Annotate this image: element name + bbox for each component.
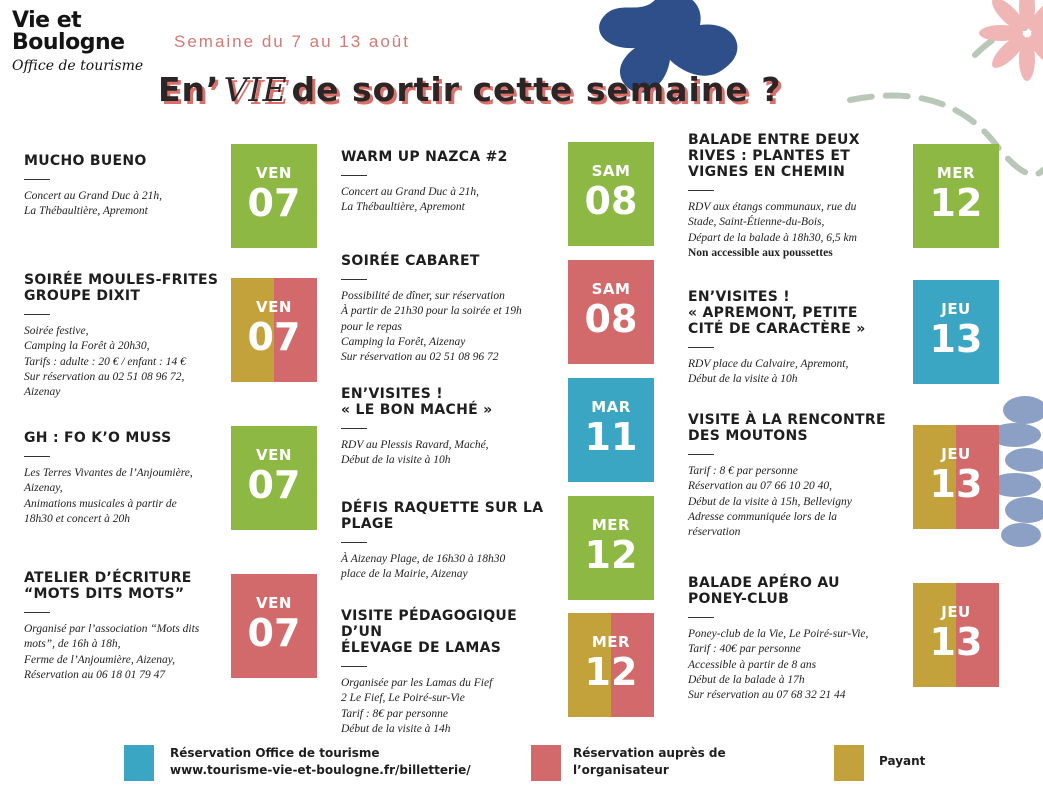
- event-item: [24, 430, 229, 527]
- date-number: 12: [929, 181, 983, 225]
- date-badge: [913, 583, 999, 687]
- title-prefix: En’: [158, 70, 220, 109]
- date-day: MER: [591, 516, 631, 534]
- title-divider: [24, 314, 50, 315]
- date-badge: [231, 426, 317, 530]
- date-number: 08: [584, 179, 638, 223]
- title-divider: [688, 190, 714, 191]
- event-item: [688, 412, 893, 540]
- event-description-line: Sur réservation au 02 51 08 96 72: [341, 351, 499, 364]
- event-title-line: « LE BON MACHÉ »: [341, 402, 493, 418]
- event-title-line: BALADE ENTRE DEUX: [688, 132, 860, 148]
- date-number: 12: [584, 650, 638, 694]
- event-description: [24, 189, 229, 220]
- date-number: 07: [247, 315, 301, 359]
- event-description-line: Départ de la balade à 18h30, 6,5 km: [688, 231, 857, 244]
- event-description-line: Animations musicales à partir de: [24, 497, 177, 510]
- event-description: [24, 466, 229, 527]
- event-title-line: ÉLEVAGE DE LAMAS: [341, 640, 502, 656]
- event-description-line: Tarif : 8 € par personne: [688, 465, 798, 477]
- event-title: [341, 608, 546, 656]
- event-title: [341, 386, 546, 418]
- event-description-line: Stade, Saint-Étienne-du-Bois,: [688, 216, 825, 229]
- date-day: JEU: [941, 300, 971, 318]
- date-day: VEN: [256, 164, 292, 182]
- event-description-line: Début de la visite à 10h: [341, 454, 451, 467]
- event-title: [24, 153, 229, 169]
- event-title-line: EN’VISITES !: [688, 289, 790, 305]
- event-title-line: CITÉ DE CARACTÈRE »: [688, 321, 866, 337]
- date-badge: [568, 613, 654, 717]
- event-description-line: Adresse communiquée lors de la: [688, 510, 838, 523]
- event-title: [24, 272, 229, 304]
- date-number: 13: [929, 317, 983, 361]
- event-item: [688, 132, 893, 261]
- event-title-line: RIVES : PLANTES ET: [688, 148, 851, 164]
- event-title: [688, 289, 893, 337]
- event-description-line: Concert au Grand Duc à 21h,: [341, 186, 479, 198]
- event-item: [24, 153, 229, 220]
- event-description-line: La Thébaultière, Apremont: [24, 205, 148, 218]
- event-title-line: PONEY-CLUB: [688, 591, 790, 607]
- event-description: [341, 676, 546, 737]
- event-title-line: BALADE APÉRO AU: [688, 575, 840, 591]
- event-description: [688, 464, 893, 540]
- date-number: 08: [584, 297, 638, 341]
- event-note: Non accessible aux poussettes: [688, 246, 833, 259]
- event-title: [24, 430, 229, 446]
- event-title-line: ATELIER D’ÉCRITURE: [24, 570, 192, 586]
- date-badge: [568, 496, 654, 600]
- event-item: [341, 386, 546, 469]
- date-number: 07: [247, 463, 301, 507]
- event-item: [688, 575, 893, 703]
- pink-flower-shape: [965, 0, 1043, 95]
- event-description-line: Organisée par les Lamas du Fief: [341, 677, 493, 689]
- title-divider: [341, 175, 367, 176]
- event-description-line: À Aizenay Plage, de 16h30 à 18h30: [341, 553, 506, 565]
- date-day: VEN: [256, 594, 292, 612]
- event-description-line: 18h30 et concert à 20h: [24, 512, 131, 525]
- event-title: [341, 253, 546, 269]
- event-title-line: “MOTS DITS MOTS”: [24, 586, 185, 602]
- event-item: [341, 608, 546, 737]
- event-title-line: VIGNES EN CHEMIN: [688, 164, 846, 180]
- event-description: [341, 185, 546, 216]
- event-description-line: Début de la visite à 14h: [341, 722, 451, 735]
- title-divider: [341, 428, 367, 429]
- event-title: [341, 500, 546, 532]
- date-badge: [913, 425, 999, 529]
- date-number: 11: [584, 415, 638, 459]
- event-title: [688, 412, 893, 444]
- event-description-line: Sur réservation au 02 51 08 96 72,: [24, 370, 185, 383]
- legend-label-line: l’organisateur: [573, 763, 669, 777]
- date-number: 07: [247, 611, 301, 655]
- event-description-line: mots”, de 16h à 18h,: [24, 638, 121, 651]
- title-divider: [341, 542, 367, 543]
- event-title-line: « APREMONT, PETITE: [688, 305, 858, 321]
- event-description-line: RDV au Plessis Ravard, Maché,: [341, 439, 489, 451]
- event-description-line: Soirée festive,: [24, 325, 89, 337]
- event-description-line: Organisé par l’association “Mots dits: [24, 623, 200, 635]
- page-title: [158, 70, 781, 109]
- event-description: [688, 627, 893, 703]
- event-item: [341, 500, 546, 583]
- week-range: Semaine du 7 au 13 août: [174, 32, 410, 51]
- event-description-line: Poney-club de la Vie, Le Poiré-sur-Vie,: [688, 628, 869, 640]
- event-title-line: WARM UP NAZCA #2: [341, 149, 508, 165]
- event-title: [688, 575, 893, 607]
- legend-label-line: Réservation Office de tourisme: [170, 746, 380, 760]
- event-item: [688, 289, 893, 388]
- event-description-line: Réservation au 06 18 01 79 47: [24, 668, 166, 681]
- date-badge: [568, 260, 654, 364]
- date-badge: [913, 144, 999, 248]
- event-description: [24, 622, 229, 683]
- event-item: [24, 570, 229, 683]
- legend-label-line: www.tourisme-vie-et-boulogne.fr/billetterie/: [170, 763, 471, 777]
- event-description-line: Aizenay,: [24, 482, 63, 495]
- event-description-line: À partir de 21h30 pour la soirée et 19h: [341, 305, 522, 318]
- event-title-line: GH : FO K’O MUSS: [24, 430, 172, 446]
- event-description-line: Camping la Forêt à 20h30,: [24, 340, 150, 353]
- date-badge: [913, 280, 999, 384]
- legend-swatch-blue: [124, 745, 154, 781]
- legend-swatch-gold: [834, 745, 864, 781]
- event-item: [24, 272, 229, 400]
- event-title-line: VISITE PÉDAGOGIQUE D’UN: [341, 608, 517, 640]
- event-description-line: Tarif : 8€ par personne: [341, 707, 448, 720]
- brand-logo: [12, 10, 152, 74]
- title-divider: [341, 279, 367, 280]
- event-description-line: Ferme de l’Anjoumière, Aizenay,: [24, 653, 176, 666]
- event-title-line: VISITE À LA RENCONTRE: [688, 412, 886, 428]
- title-suffix: de sortir cette semaine ?: [291, 70, 782, 109]
- event-title: [341, 149, 546, 165]
- event-title: [24, 570, 229, 602]
- event-description-line: Sur réservation au 07 68 32 21 44: [688, 689, 846, 702]
- date-day: MER: [936, 164, 976, 182]
- event-description: [341, 438, 546, 469]
- event-description-line: RDV place du Calvaire, Apremont,: [688, 358, 849, 370]
- event-title-line: EN’VISITES !: [341, 386, 443, 402]
- legend-label: [879, 753, 925, 770]
- event-description-line: Accessible à partir de 8 ans: [688, 658, 817, 671]
- event-description: [688, 200, 893, 261]
- title-divider: [688, 454, 714, 455]
- legend-swatch-red: [531, 745, 561, 781]
- date-day: MAR: [591, 398, 631, 416]
- event-description-line: Début de la visite à 15h, Bellevigny: [688, 495, 852, 508]
- event-description: [688, 357, 893, 388]
- title-divider: [341, 666, 367, 667]
- event-description-line: pour le repas: [341, 320, 402, 333]
- event-title-line: GROUPE DIXIT: [24, 288, 141, 304]
- date-day: VEN: [256, 298, 292, 316]
- event-description-line: Les Terres Vivantes de l’Anjoumière,: [24, 467, 193, 479]
- date-number: 07: [247, 181, 301, 225]
- event-title-line: DÉFIS RAQUETTE SUR LA: [341, 500, 544, 516]
- event-description: [341, 552, 546, 583]
- date-number: 13: [929, 462, 983, 506]
- event-description-line: réservation: [688, 526, 741, 539]
- title-divider: [688, 347, 714, 348]
- title-divider: [24, 612, 50, 613]
- legend-label: [170, 745, 471, 779]
- event-description-line: Tarifs : adulte : 20 € / enfant : 14 €: [24, 355, 186, 368]
- event-description-line: place de la Mairie, Aizenay: [341, 568, 468, 581]
- event-description-line: Aizenay: [24, 386, 61, 399]
- event-item: [341, 253, 546, 365]
- date-badge: [568, 142, 654, 246]
- event-title: [688, 132, 893, 180]
- event-title-line: MUCHO BUENO: [24, 153, 147, 169]
- title-divider: [24, 456, 50, 457]
- title-divider: [688, 617, 714, 618]
- date-badge: [231, 574, 317, 678]
- event-description-line: Tarif : 40€ par personne: [688, 643, 801, 656]
- date-number: 13: [929, 620, 983, 664]
- event-description-line: Début de la balade à 17h: [688, 673, 805, 686]
- event-item: [341, 149, 546, 216]
- event-description-line: RDV aux étangs communaux, rue du: [688, 201, 857, 213]
- date-day: JEU: [941, 445, 971, 463]
- date-day: JEU: [941, 603, 971, 621]
- event-description: [341, 289, 546, 365]
- event-title-line: SOIRÉE CABARET: [341, 253, 480, 269]
- event-description-line: 2 Le Fief, Le Poiré-sur-Vie: [341, 692, 465, 705]
- event-description: [24, 324, 229, 400]
- legend-label-line: Payant: [879, 754, 926, 768]
- brand-line-2: Boulogne: [12, 30, 125, 55]
- legend-label: [573, 745, 726, 779]
- date-day: MER: [591, 633, 631, 651]
- event-description-line: Début de la visite à 10h: [688, 373, 798, 386]
- date-day: VEN: [256, 446, 292, 464]
- legend-label-line: Réservation auprès de: [573, 746, 726, 760]
- event-description-line: Possibilité de dîner, sur réservation: [341, 290, 505, 302]
- title-divider: [24, 179, 50, 180]
- brand-line-1: Vie et: [12, 8, 82, 33]
- title-vie: VIE: [223, 70, 288, 109]
- date-badge: [231, 278, 317, 382]
- date-number: 12: [584, 533, 638, 577]
- date-day: SAM: [591, 162, 631, 180]
- date-badge: [231, 144, 317, 248]
- event-title-line: SOIRÉE MOULES-FRITES: [24, 272, 219, 288]
- event-description-line: Réservation au 07 66 10 20 40,: [688, 480, 833, 493]
- event-title-line: PLAGE: [341, 516, 394, 532]
- date-badge: [568, 378, 654, 482]
- event-title-line: DES MOUTONS: [688, 428, 808, 444]
- event-description-line: Camping la Forêt, Aizenay: [341, 335, 466, 348]
- brand-tagline: Office de tourisme: [12, 58, 144, 74]
- date-day: SAM: [591, 280, 631, 298]
- event-description-line: Concert au Grand Duc à 21h,: [24, 190, 162, 202]
- event-description-line: La Thébaultière, Apremont: [341, 201, 465, 214]
